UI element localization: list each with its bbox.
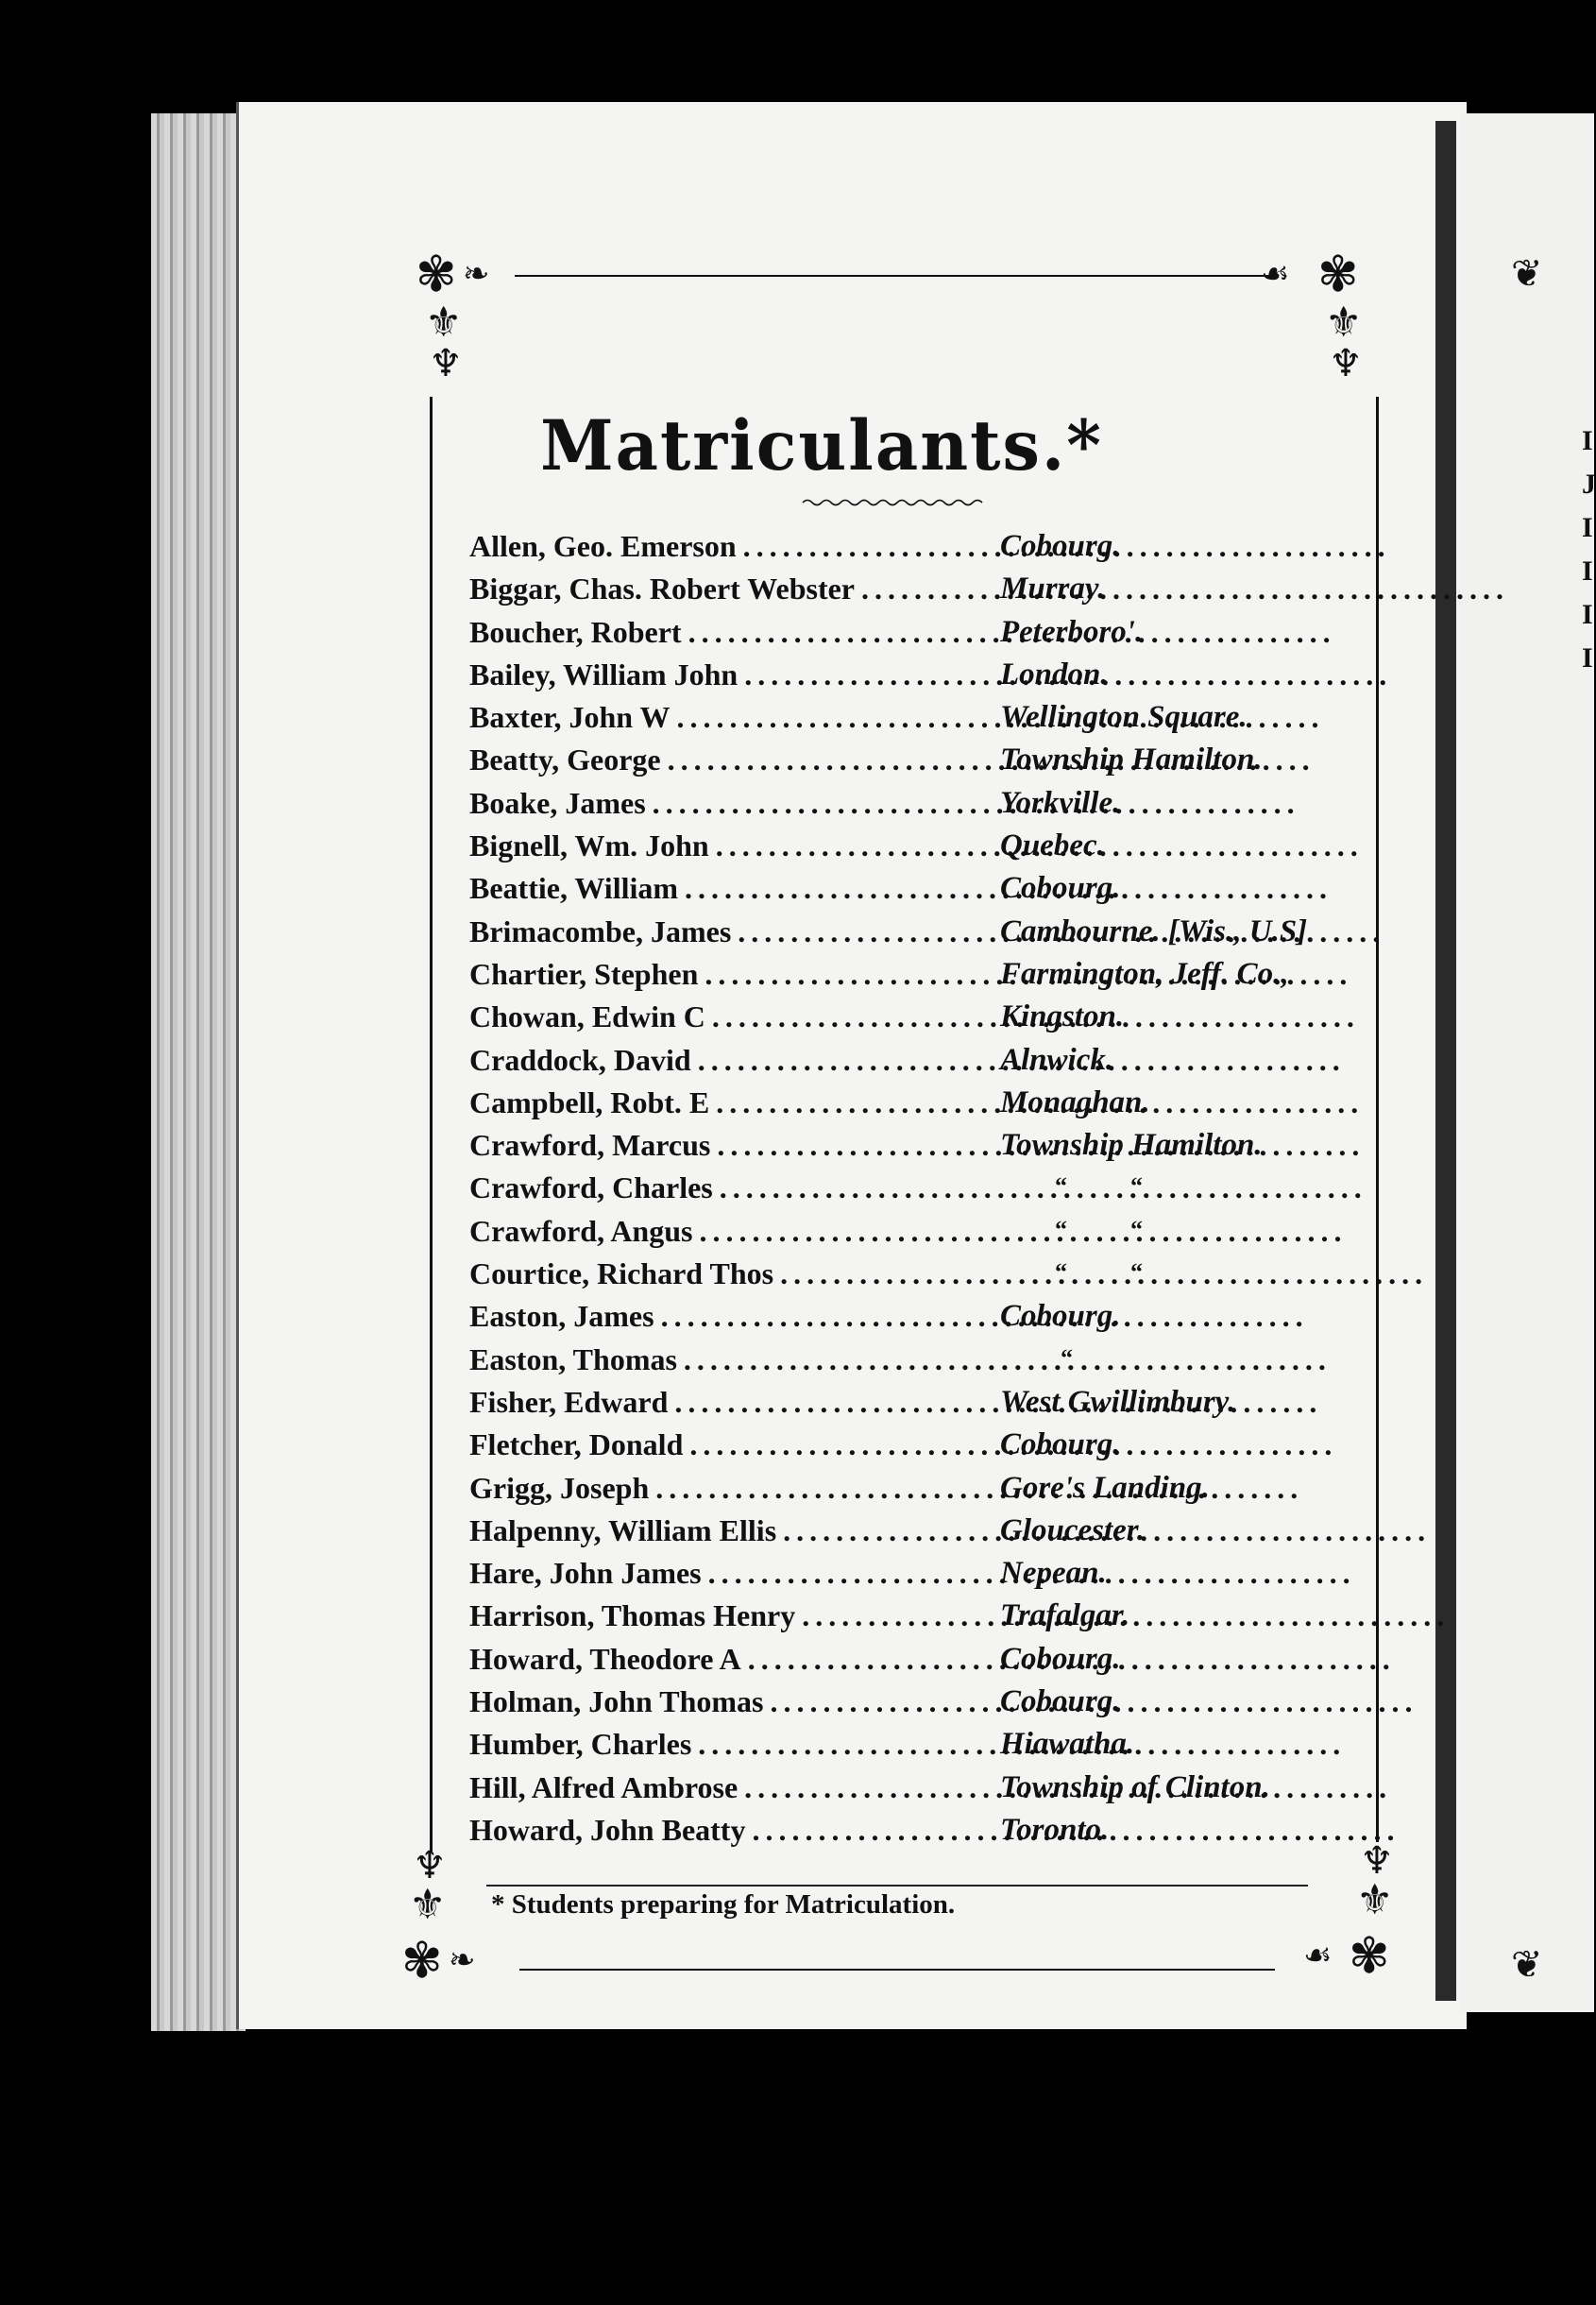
student-residence: Township Hamilton. bbox=[1000, 1128, 1263, 1163]
student-name: Chartier, Stephen . . . bbox=[469, 957, 975, 992]
facing-page-letter: J bbox=[1582, 469, 1596, 500]
frame-left-rule bbox=[430, 397, 433, 1852]
list-item bbox=[469, 1471, 1338, 1513]
student-name: Howard, John Beatty . . . bbox=[469, 1813, 975, 1848]
student-residence: Cobourg. bbox=[1000, 871, 1121, 906]
list-item bbox=[469, 1385, 1338, 1427]
student-residence: Gloucester. bbox=[1000, 1512, 1146, 1547]
facing-page-fragment bbox=[1459, 113, 1594, 2012]
student-residence: Farmington, Jeff. Co., bbox=[1000, 956, 1289, 991]
student-residence: Wellington Square. bbox=[1000, 700, 1248, 735]
student-name: Humber, Charles . . . bbox=[469, 1727, 975, 1762]
corner-ornament-bottom-left: ♆ ⚜ ✾ ❧ bbox=[401, 1844, 476, 1989]
student-name: Fletcher, Donald . . . bbox=[469, 1427, 975, 1462]
facing-page-letter: I bbox=[1582, 555, 1593, 587]
student-residence: Cobourg. bbox=[1000, 1684, 1121, 1719]
student-name: Crawford, Angus . . . bbox=[469, 1214, 975, 1249]
student-residence: Gore's Landing. bbox=[1000, 1470, 1210, 1505]
student-name: Courtice, Richard Thos . . . bbox=[469, 1256, 975, 1291]
student-residence: Trafalgar. bbox=[1000, 1598, 1130, 1633]
student-name: Campbell, Robt. E . . . bbox=[469, 1085, 975, 1120]
student-residence: Alnwick. bbox=[1000, 1042, 1114, 1077]
student-residence: Township of Clinton. bbox=[1000, 1769, 1270, 1804]
student-name: Bailey, William John . . . bbox=[469, 657, 975, 692]
student-residence: Township Hamilton. bbox=[1000, 743, 1263, 777]
student-name: Fisher, Edward . . . bbox=[469, 1385, 975, 1420]
student-name: Crawford, Charles . . . bbox=[469, 1170, 975, 1205]
list-item bbox=[469, 1256, 1338, 1299]
student-residence: Murray. bbox=[1000, 572, 1106, 606]
ditto-mark: “ bbox=[1130, 1172, 1143, 1201]
list-item bbox=[469, 1684, 1338, 1727]
student-name: Holman, John Thomas . . . bbox=[469, 1684, 975, 1719]
ditto-mark: “ bbox=[1055, 1258, 1067, 1287]
student-residence: Kingston. bbox=[1000, 999, 1125, 1034]
list-item bbox=[469, 1813, 1338, 1855]
list-item bbox=[469, 572, 1338, 614]
list-item bbox=[469, 999, 1338, 1042]
student-residence: West Gwillimbury. bbox=[1000, 1384, 1236, 1419]
page-title: Matriculants.* bbox=[540, 403, 1103, 487]
student-name: Grigg, Joseph . . . bbox=[469, 1471, 975, 1506]
student-name: Hill, Alfred Ambrose . . . bbox=[469, 1770, 975, 1805]
title-wavy-rule bbox=[803, 498, 982, 507]
student-residence: Peterboro'. bbox=[1000, 614, 1144, 649]
list-item bbox=[469, 1727, 1338, 1769]
list-item bbox=[469, 657, 1338, 700]
student-name: Boake, James . . . bbox=[469, 786, 975, 821]
list-item bbox=[469, 1085, 1338, 1128]
frame-bottom-rule bbox=[519, 1969, 1275, 1971]
student-residence: London. bbox=[1000, 657, 1109, 692]
corner-ornament-bottom-right: ♆ ⚜ ☙ ✾ bbox=[1303, 1839, 1394, 1985]
ditto-mark: “ bbox=[1055, 1215, 1067, 1243]
matriculants-list bbox=[469, 529, 1338, 1855]
list-item bbox=[469, 1170, 1338, 1213]
book-page-edges bbox=[151, 113, 246, 2031]
student-residence: Monaghan. bbox=[1000, 1084, 1150, 1119]
corner-ornament-top-left: ✾ ❧ ⚜ ♆ bbox=[416, 247, 490, 385]
list-item bbox=[469, 1043, 1338, 1085]
student-residence: Toronto. bbox=[1000, 1812, 1110, 1847]
student-name: Allen, Geo. Emerson . . . bbox=[469, 529, 975, 564]
student-name: Howard, Theodore A . . . bbox=[469, 1642, 975, 1677]
list-item bbox=[469, 1299, 1338, 1341]
list-item bbox=[469, 529, 1338, 572]
student-residence: Cobourg. bbox=[1000, 1299, 1121, 1334]
list-item bbox=[469, 1128, 1338, 1170]
student-name: Beattie, William . . . bbox=[469, 871, 975, 906]
ditto-mark: “ bbox=[1061, 1343, 1073, 1372]
student-residence: Cobourg. bbox=[1000, 1641, 1121, 1676]
student-name: Crawford, Marcus . . . bbox=[469, 1128, 975, 1163]
frame-top-rule bbox=[515, 275, 1270, 277]
list-item bbox=[469, 957, 1338, 999]
student-name: Chowan, Edwin C . . . bbox=[469, 999, 975, 1034]
facing-page-letter: I bbox=[1582, 642, 1593, 674]
student-residence: Cobourg. bbox=[1000, 1427, 1121, 1462]
student-name: Craddock, David . . . bbox=[469, 1043, 975, 1078]
ditto-mark: “ bbox=[1055, 1172, 1067, 1201]
list-item bbox=[469, 828, 1338, 871]
list-item bbox=[469, 1598, 1338, 1641]
list-item bbox=[469, 1427, 1338, 1470]
facing-page-letter: I bbox=[1582, 512, 1593, 543]
list-item bbox=[469, 1513, 1338, 1556]
student-residence: Hiawatha. bbox=[1000, 1727, 1135, 1762]
list-item bbox=[469, 1556, 1338, 1598]
list-item bbox=[469, 914, 1338, 957]
student-name: Baxter, John W . . . bbox=[469, 700, 975, 735]
student-name: Bignell, Wm. John . . . bbox=[469, 828, 975, 863]
ditto-mark: “ bbox=[1130, 1258, 1143, 1287]
footnote: * Students preparing for Matriculation. bbox=[491, 1889, 956, 1920]
list-item bbox=[469, 615, 1338, 657]
student-name: Halpenny, William Ellis . . . bbox=[469, 1513, 975, 1548]
list-item bbox=[469, 1642, 1338, 1684]
facing-page-letter: I bbox=[1582, 425, 1593, 456]
list-item bbox=[469, 1214, 1338, 1256]
facing-page-bottom-ornament: ❦ bbox=[1511, 1943, 1543, 1987]
ditto-mark: “ bbox=[1130, 1215, 1143, 1243]
student-name: Easton, James . . . bbox=[469, 1299, 975, 1334]
student-residence: Quebec. bbox=[1000, 828, 1105, 863]
student-residence: Nepean. bbox=[1000, 1556, 1107, 1591]
student-name: Easton, Thomas . . . bbox=[469, 1342, 975, 1377]
list-item bbox=[469, 1342, 1338, 1385]
list-item bbox=[469, 1770, 1338, 1813]
student-name: Brimacombe, James . . . bbox=[469, 914, 975, 949]
student-name: Beatty, George . . . bbox=[469, 743, 975, 777]
student-name: Boucher, Robert . . . bbox=[469, 615, 975, 650]
student-name: Biggar, Chas. Robert Webster . . . bbox=[469, 572, 975, 606]
page-gutter bbox=[1435, 121, 1456, 2001]
student-name: Hare, John James . . . bbox=[469, 1556, 975, 1591]
footnote-rule bbox=[486, 1885, 1308, 1887]
list-item bbox=[469, 871, 1338, 913]
corner-ornament-top-right: ☙ ✾ ⚜ ♆ bbox=[1261, 247, 1363, 385]
student-residence: Cobourg. bbox=[1000, 529, 1121, 563]
student-name: Harrison, Thomas Henry . . . bbox=[469, 1598, 975, 1633]
student-residence: Cambourne. [Wis., U.S] bbox=[1000, 913, 1308, 948]
list-item bbox=[469, 743, 1338, 785]
student-residence: Yorkville. bbox=[1000, 785, 1121, 820]
list-item bbox=[469, 786, 1338, 828]
facing-page-top-ornament: ❦ bbox=[1511, 252, 1543, 296]
list-item bbox=[469, 700, 1338, 743]
facing-page-letter: I bbox=[1582, 599, 1593, 630]
